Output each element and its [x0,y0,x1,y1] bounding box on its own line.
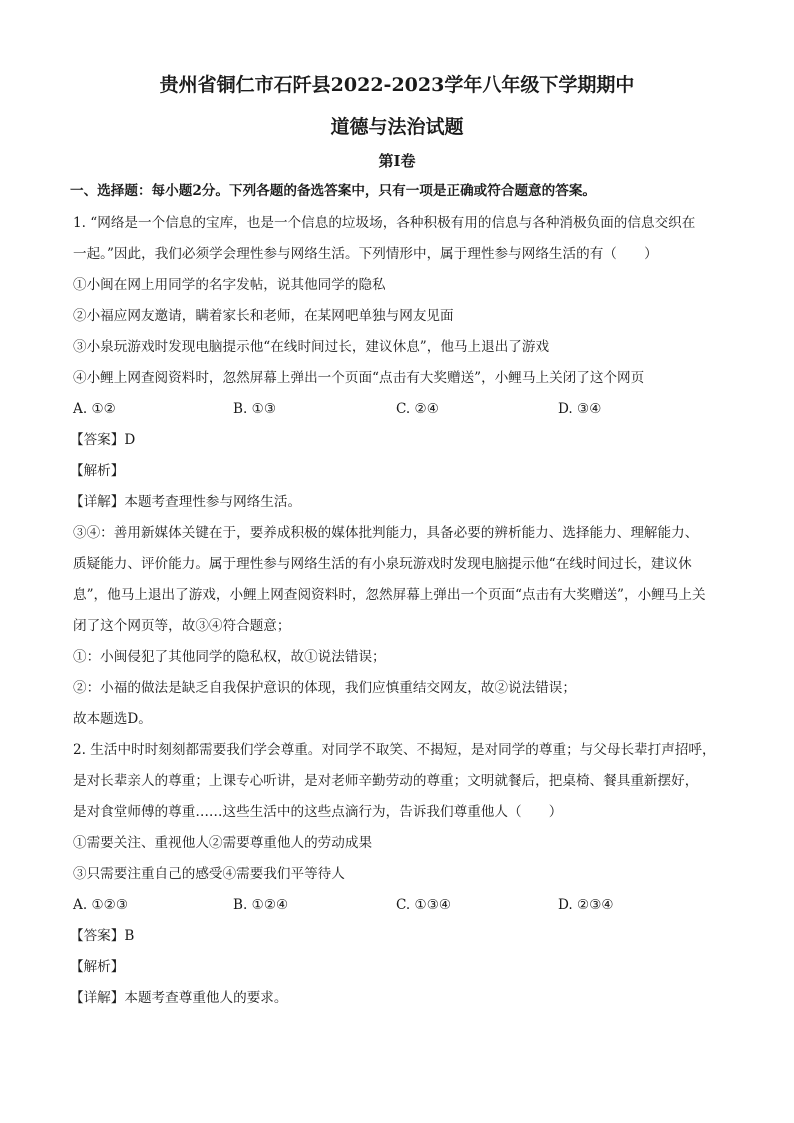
q1-option-c: C. ②④ [396,401,439,417]
q2-choice-items: ③只需要注重自己的感受④需要我们平等待人 [73,866,345,882]
q1-answer: 【答案】D [70,432,136,448]
q1-explanation-line: 闭了这个网页等，故③④符合题意； [73,618,291,634]
q2-detail: 【详解】本题考查尊重他人的要求。 [70,990,288,1006]
q2-option-c: C. ①③④ [396,897,452,913]
q1-explanation-line: ③④：善用新媒体关键在于，要养成积极的媒体批判能力，具备必要的辨析能力、选择能力、理解能力、 [73,525,699,541]
q2-option-b: B. ①②④ [233,897,289,913]
q2-option-d: D. ②③④ [558,897,614,913]
q2-stem-line: 是对食堂师傅的尊重……这些生活中的这些点滴行为，告诉我们尊重他人（ ） [73,804,563,820]
exam-title: 贵州省铜仁市石阡县2022-2023学年八年级下学期期中 [159,74,635,96]
q1-explanation-line: ①：小闽侵犯了其他同学的隐私权，故①说法错误； [73,649,386,665]
q2-choice-items: ①需要关注、重视他人②需要尊重他人的劳动成果 [73,835,373,851]
q1-analysis-label: 【解析】 [70,463,125,479]
q1-choice-item: ③小泉玩游戏时发现电脑提示他“在线时间过长，建议休息”，他马上退出了游戏 [73,339,550,355]
q2-analysis-label: 【解析】 [70,959,125,975]
q1-stem-line: 一起。”因此，我们必须学会理性参与网络生活。下列情形中，属于理性参与网络生活的有（ ） [73,246,658,262]
section-heading: 一、选择题：每小题2分。下列各题的备选答案中，只有一项是正确或符合题意的答案。 [70,183,597,199]
q1-explanation-line: 息”，他马上退出了游戏，小鲤上网查阅资料时，忽然屏幕上弹出一个页面“点击有大奖赠送”，小鲤马上关 [73,587,706,603]
q2-stem-line: 2. 生活中时时刻刻都需要我们学会尊重。对同学不取笑、不揭短，是对同学的尊重；与父母长辈打声招呼， [73,742,716,758]
exam-subject-title: 道德与法治试题 [330,116,464,138]
q1-conclusion: 故本题选D。 [73,711,152,727]
q2-stem-line: 是对长辈亲人的尊重；上课专心听讲，是对老师辛勤劳动的尊重；文明就餐后，把桌椅、餐具重新摆好， [73,773,699,789]
volume-label: 第Ⅰ卷 [378,152,416,170]
q1-option-a: A. ①② [73,401,116,417]
q1-option-d: D. ③④ [558,401,602,417]
q1-explanation-line: ②：小福的做法是缺乏自我保护意识的体现，我们应慎重结交网友，故②说法错误； [73,680,576,696]
q1-option-b: B. ①③ [233,401,277,417]
q1-stem-line: 1. “网络是一个信息的宝库，也是一个信息的垃圾场，各种积极有用的信息与各种消极负面的信息交织在 [73,215,696,231]
q1-explanation-line: 质疑能力、评价能力。属于理性参与网络生活的有小泉玩游戏时发现电脑提示他“在线时间过长，建议休 [73,556,692,572]
q2-answer: 【答案】B [70,928,135,944]
q1-choice-item: ②小福应网友邀请，瞒着家长和老师，在某网吧单独与网友见面 [73,308,454,324]
q2-option-a: A. ①②③ [73,897,129,913]
q1-choice-item: ④小鲤上网查阅资料时，忽然屏幕上弹出一个页面“点击有大奖赠送”，小鲤马上关闭了这个网页 [73,370,645,386]
q1-detail: 【详解】本题考查理性参与网络生活。 [70,494,302,510]
q1-choice-item: ①小闽在网上用同学的名字发帖，说其他同学的隐私 [73,277,386,293]
